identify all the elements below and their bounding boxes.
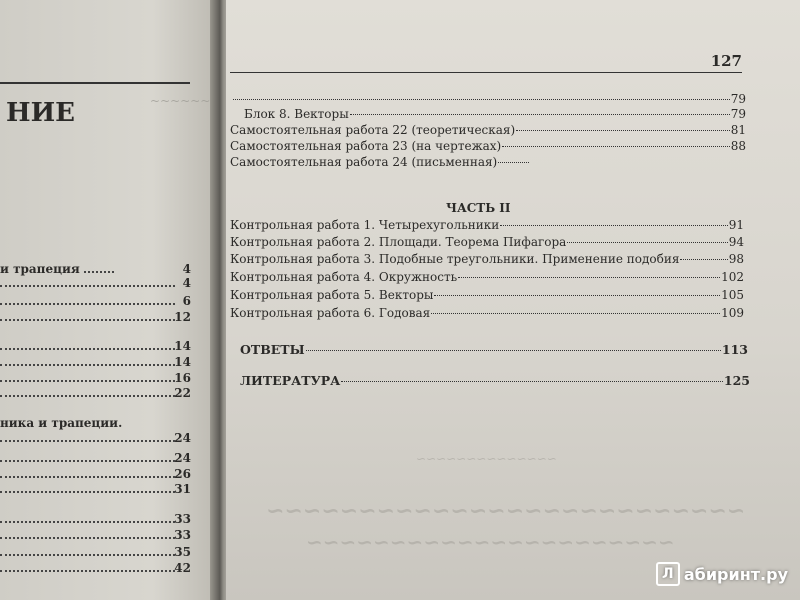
bleed-through-text: ~~~~~~~~~~~~~~ — [416, 452, 557, 466]
left-toc-subheading: ника и трапеции. — [0, 416, 123, 430]
watermark-text: абиринт.ру — [683, 564, 788, 584]
bleed-through-text: ~~~~~~~~~~~~~~~~~~~~~~ — [306, 530, 675, 554]
left-toc-line: 14 — [0, 355, 195, 369]
left-toc-line: 35 — [0, 545, 195, 559]
part-heading: ЧАСТЬ II — [446, 201, 511, 215]
left-toc-line: 24 — [0, 451, 195, 465]
toc-entry: Контрольная работа 5. Векторы 105 — [230, 288, 744, 302]
right-page — [226, 0, 800, 600]
labirint-logo-icon: Л — [656, 562, 680, 586]
left-toc-line: 6 — [0, 294, 195, 308]
toc-entry: Блок 8. Векторы 79 — [244, 107, 746, 121]
toc-entry: Контрольная работа 4. Окружность 102 — [230, 270, 744, 284]
toc-entry: Самостоятельная работа 23 (на чертежах) 88 — [230, 139, 746, 153]
labirint-watermark — [656, 562, 788, 586]
toc-entry: Контрольная работа 1. Четырехугольники 91 — [230, 218, 744, 232]
toc-entry: Самостоятельная работа 24 (письменная) — [230, 155, 530, 169]
left-toc-line: 26 — [0, 467, 195, 481]
page-number: 127 — [710, 52, 742, 70]
toc-entry-answers: ОТВЕТЫ 113 — [240, 342, 748, 357]
toc-entry: Контрольная работа 3. Подобные треугольники. Применение подобия 98 — [230, 252, 744, 266]
left-toc-line: 33 — [0, 512, 195, 526]
left-page-rule — [0, 82, 190, 84]
left-toc-line: 22 — [0, 386, 195, 400]
bleed-through-text: ~~~~~~~~~~~~~~~~~~~~~~~~~~ — [266, 498, 746, 524]
toc-entry: Самостоятельная работа 22 (теоретическая) 81 — [230, 123, 746, 137]
left-toc-line: 4 — [0, 276, 195, 290]
toc-entry: Контрольная работа 6. Годовая 109 — [230, 306, 744, 320]
left-toc-subheading: и трапеция 4 — [0, 262, 191, 276]
left-toc-line: 24 — [0, 431, 195, 445]
left-toc-line: 14 — [0, 339, 195, 353]
left-toc-line: 16 — [0, 371, 195, 385]
left-page — [0, 0, 218, 600]
header-rule — [230, 72, 742, 73]
left-toc-line: 31 — [0, 482, 195, 496]
left-page-heading: НИЕ — [6, 98, 75, 128]
toc-entry-literature: ЛИТЕРАТУРА 125 — [240, 373, 750, 388]
bleed-through-text: ~~~~~~ — [150, 94, 211, 108]
toc-entry: 79 — [232, 92, 746, 106]
left-toc-line: 42 — [0, 561, 195, 575]
toc-entry: Контрольная работа 2. Площади. Теорема Пифагора 94 — [230, 235, 744, 249]
left-toc-line: 33 — [0, 528, 195, 542]
left-toc-line: 12 — [0, 310, 195, 324]
